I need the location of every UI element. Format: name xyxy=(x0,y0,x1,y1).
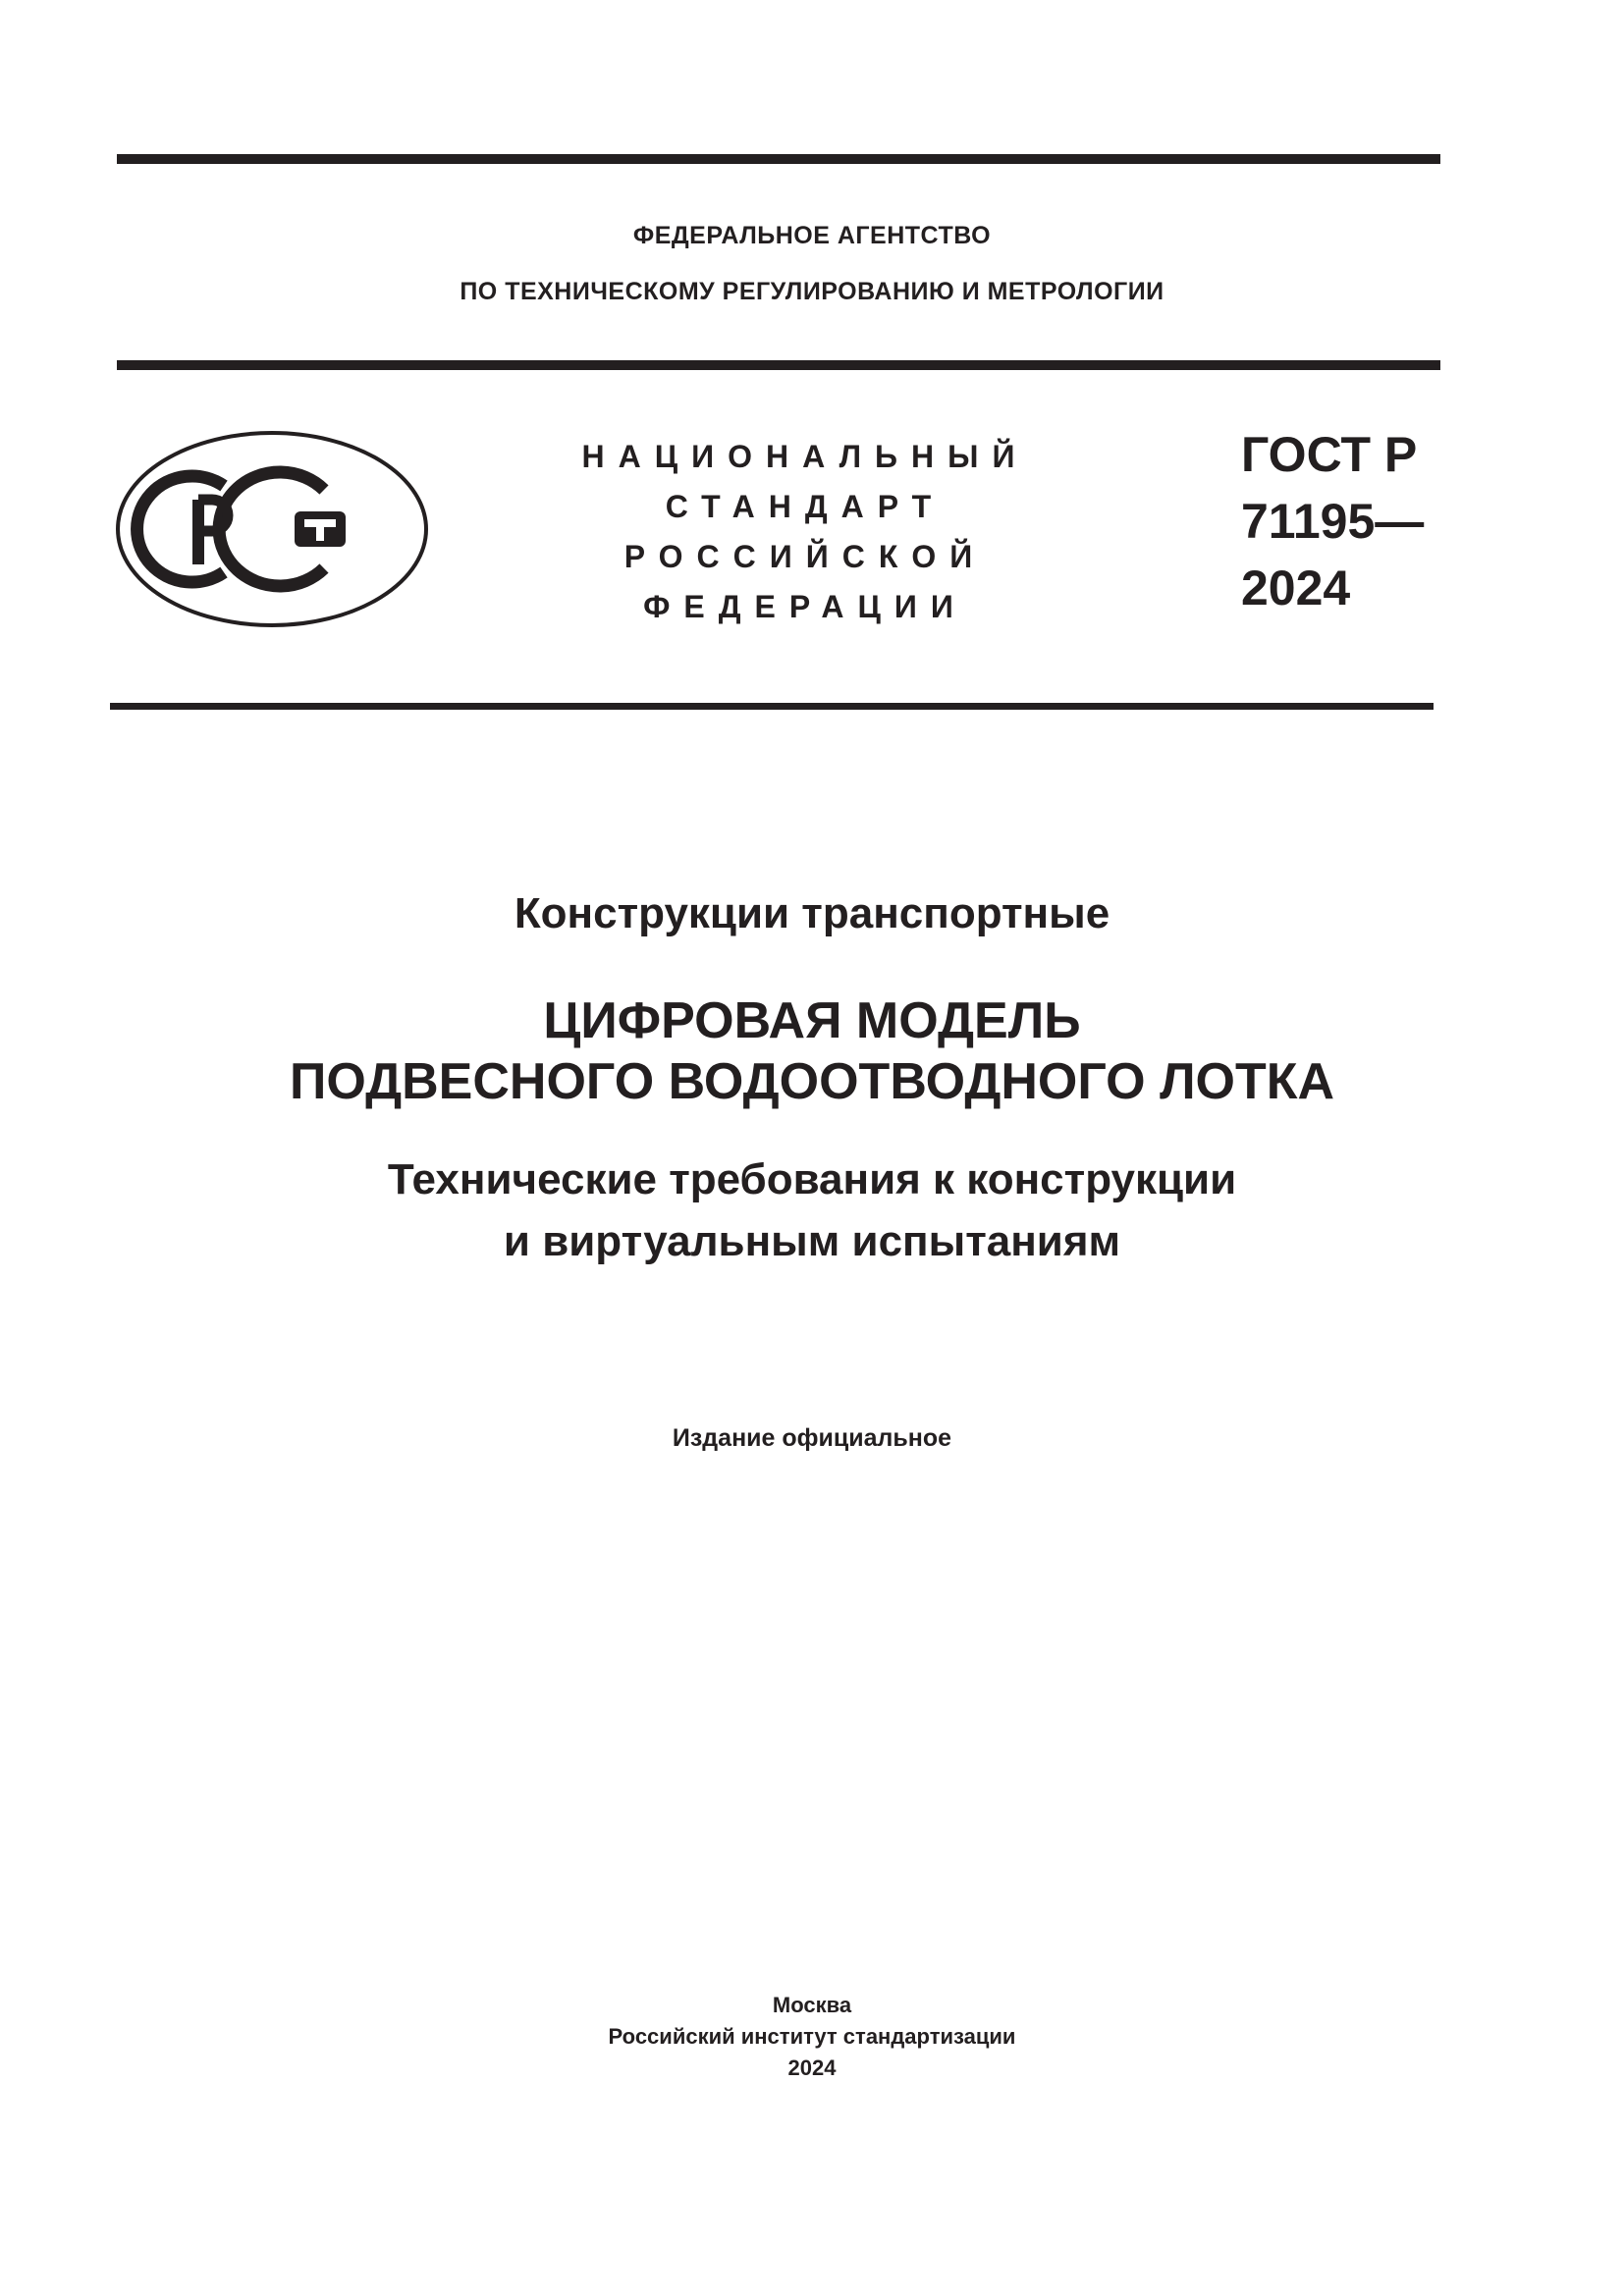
agency-line-1: ФЕДЕРАЛЬНОЕ АГЕНТСТВО xyxy=(632,222,992,249)
national-standard-line-1: НАЦИОНАЛЬНЫЙ xyxy=(581,439,1029,474)
standard-designation-line-1: ГОСТ Р xyxy=(1241,427,1418,482)
national-standard-line-2: СТАНДАРТ xyxy=(665,489,946,524)
main-title-line-1: ЦИФРОВАЯ МОДЕЛЬ xyxy=(543,992,1081,1049)
standard-designation-line-3: 2024 xyxy=(1241,561,1351,615)
national-standard-line-3: РОССИЙСКОЙ xyxy=(623,539,987,574)
top-rule xyxy=(117,154,1440,164)
imprint-year: 2024 xyxy=(787,2056,837,2080)
national-standard-line-4: ФЕДЕРАЦИИ xyxy=(643,589,967,624)
agency-line-2: ПО ТЕХНИЧЕСКОМУ РЕГУЛИРОВАНИЮ И МЕТРОЛОГИИ xyxy=(460,278,1164,305)
edition-label: Издание официальное xyxy=(672,1424,952,1452)
gost-r-logo xyxy=(114,429,430,629)
main-title-line-2: ПОДВЕСНОГО ВОДООТВОДНОГО ЛОТКА xyxy=(289,1053,1335,1110)
subtitle-line-1: Технические требования к конструкции xyxy=(387,1155,1237,1203)
subtitle-line-2: и виртуальным испытаниям xyxy=(503,1217,1121,1265)
imprint-publisher: Российский институт стандартизации xyxy=(608,2024,1016,2049)
standard-designation-line-2: 71195— xyxy=(1241,494,1425,549)
document-group-title: Конструкции транспортные xyxy=(514,889,1110,937)
cover-rule xyxy=(110,703,1434,710)
imprint-city: Москва xyxy=(772,1993,852,2017)
header-rule xyxy=(117,360,1440,370)
